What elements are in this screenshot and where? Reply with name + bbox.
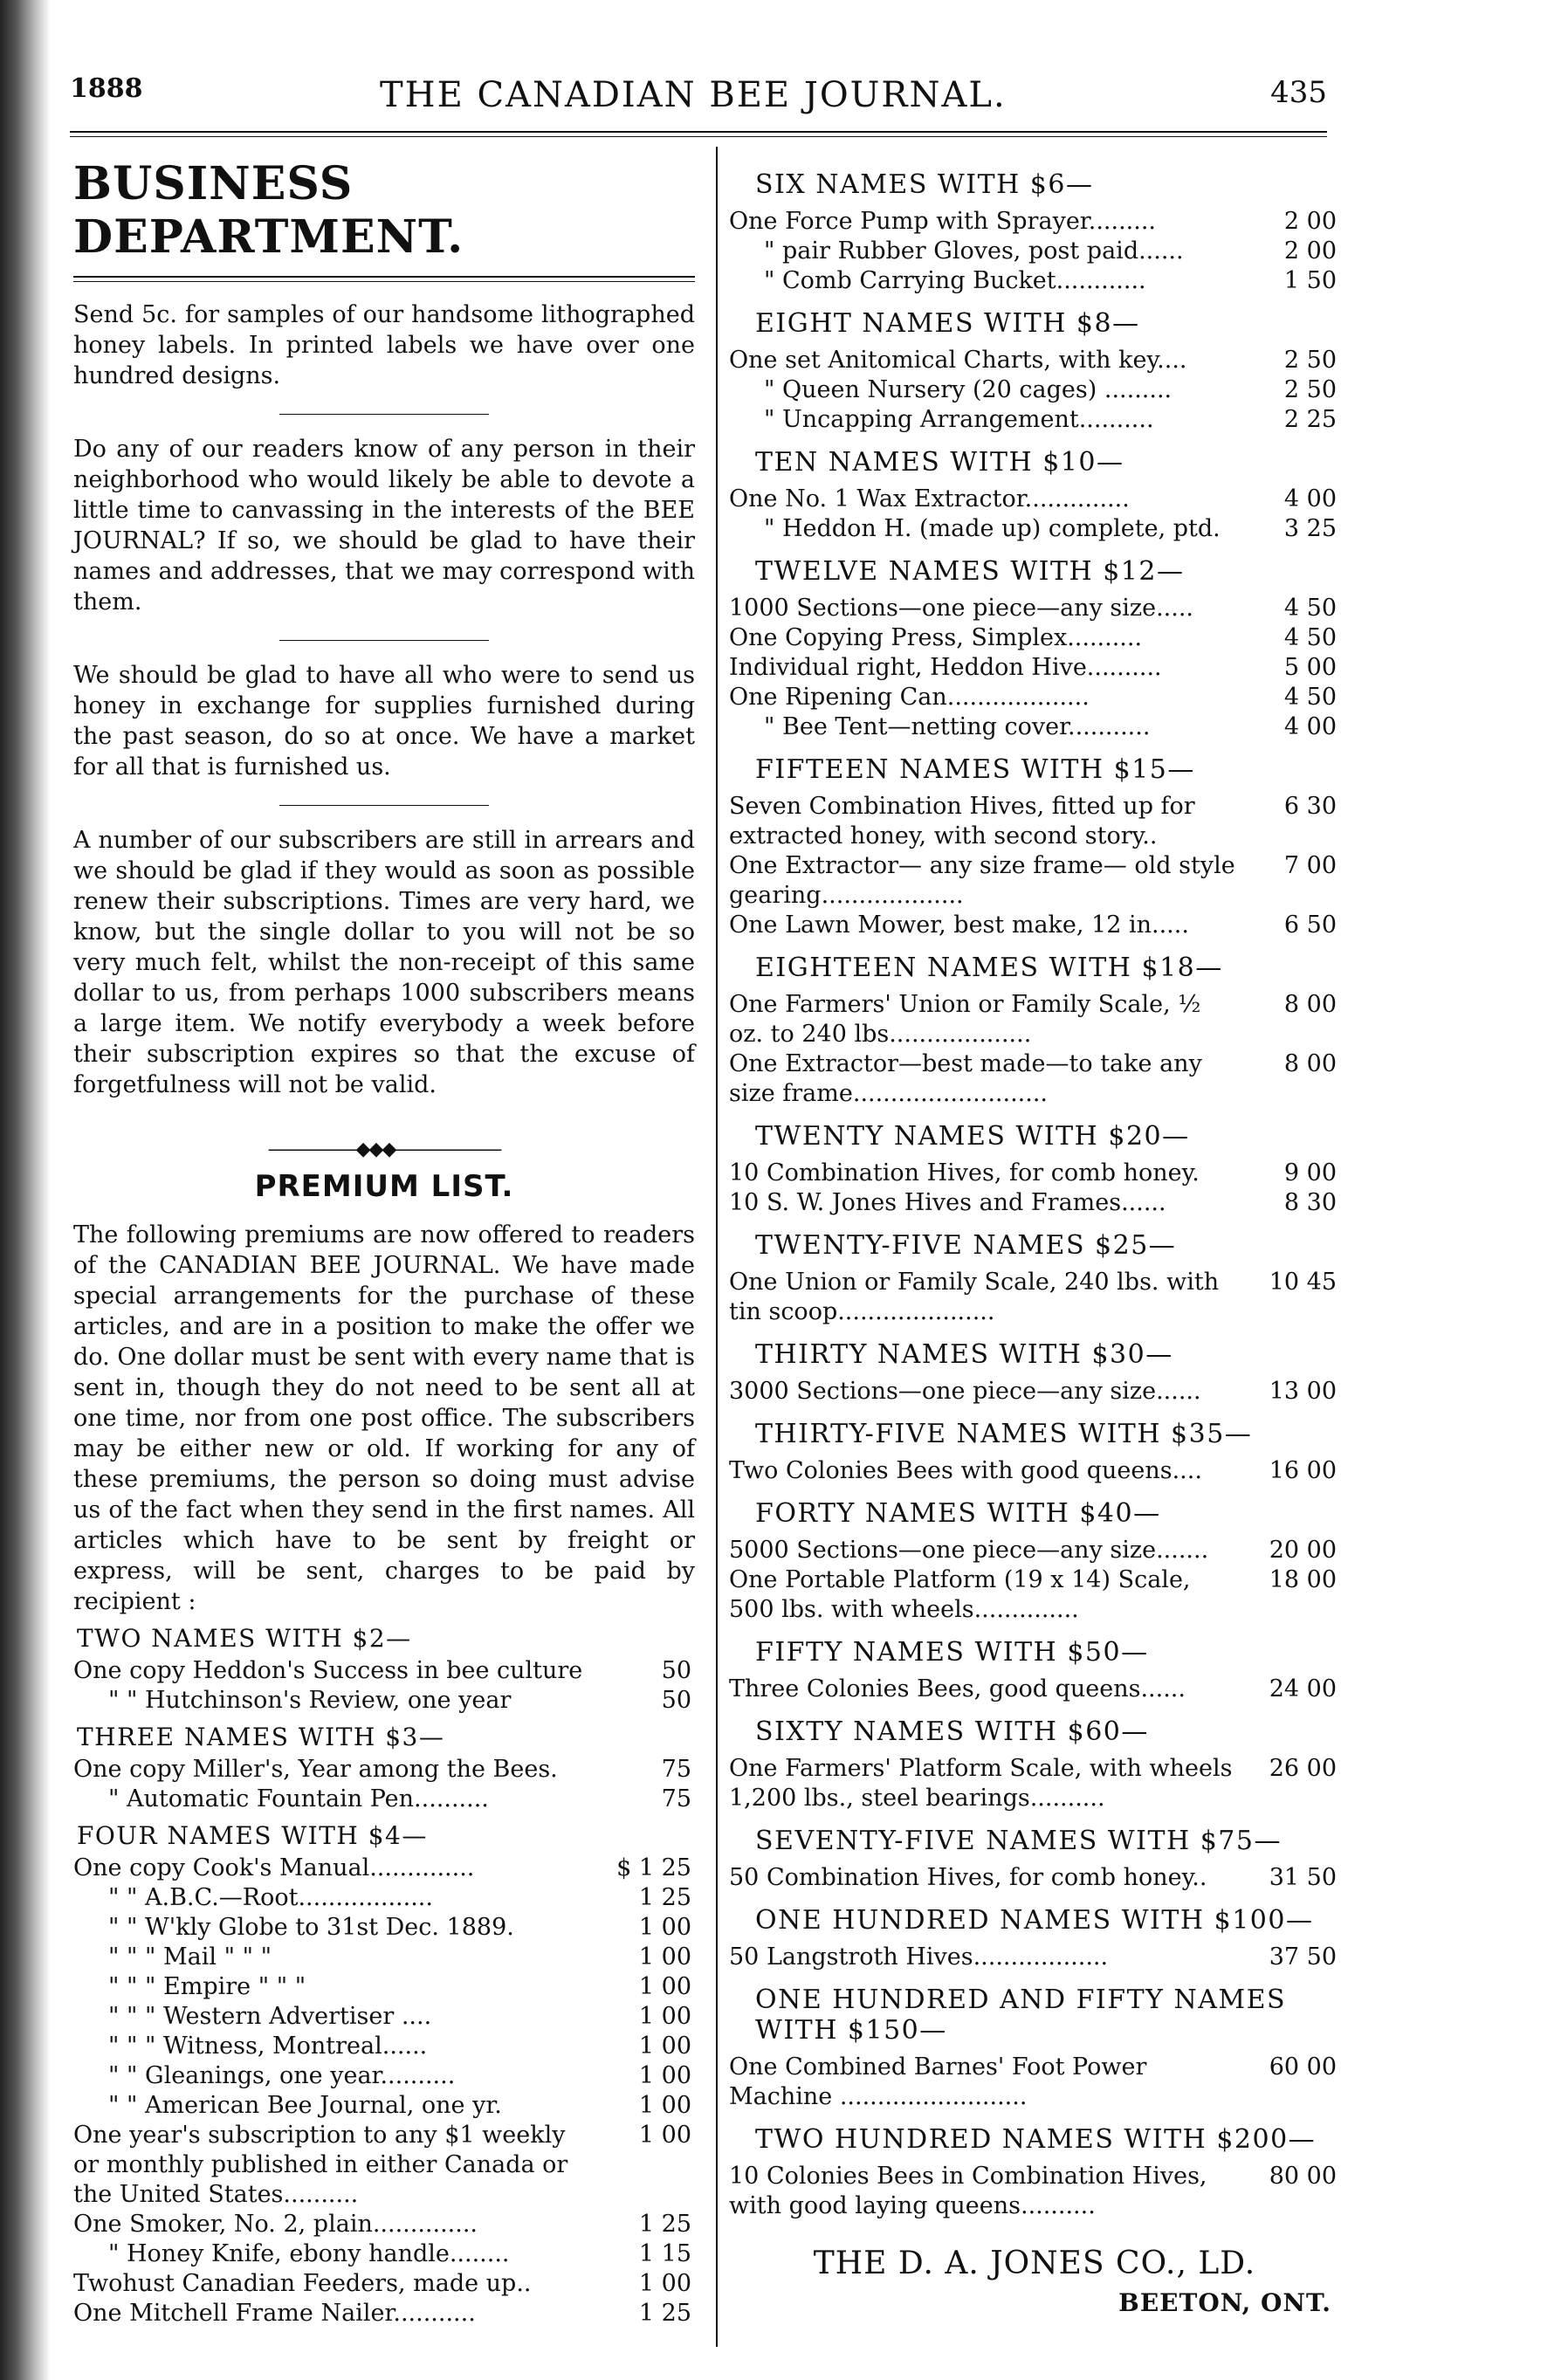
premium-item-label: One Smoker, No. 2, plain.............. — [73, 2211, 478, 2238]
premium-item — [729, 1268, 1340, 1327]
tier-heading: FIFTY NAMES WITH $50— — [755, 1637, 1149, 1668]
premium-item — [729, 405, 1340, 435]
premium-item — [729, 346, 1340, 375]
premium-item-price: 4 50 — [1283, 684, 1337, 711]
premium-item-label: One copy Heddon's Success in bee culture — [73, 1657, 583, 1684]
tier-heading: TWENTY-FIVE NAMES $25— — [755, 1230, 1177, 1261]
premium-item — [729, 266, 1340, 296]
premium-item-price: 2 50 — [1283, 376, 1337, 403]
premium-item-price: 50 — [661, 1687, 691, 1714]
premium-item-label: 10 Colonies Bees in Combination Hives, with good laying queens.......... — [729, 2163, 1207, 2219]
premium-item — [73, 2002, 695, 2032]
premium-item — [73, 1755, 695, 1785]
premium-item — [73, 1883, 695, 1913]
premium-item-price: 4 00 — [1283, 485, 1337, 512]
premium-item-price: 80 00 — [1269, 2163, 1337, 2190]
premium-item — [729, 237, 1340, 266]
premium-item-label: 3000 Sections—one piece—any size...... — [729, 1378, 1201, 1405]
premium-item-label: " Queen Nursery (20 cages) ......... — [764, 376, 1172, 403]
journal-title: THE CANADIAN BEE JOURNAL. — [380, 75, 1007, 115]
premium-item-price: 24 00 — [1269, 1675, 1337, 1702]
premium-item-label: One Union or Family Scale, 240 lbs. with tin scoop..................... — [729, 1269, 1220, 1325]
premium-item-price: 31 50 — [1269, 1864, 1337, 1891]
premium-item — [729, 1675, 1340, 1704]
premium-item-price: 75 — [661, 1756, 691, 1783]
premium-item-price: 50 — [661, 1657, 691, 1684]
premium-item — [729, 207, 1340, 237]
premium-item-price: 1 25 — [638, 1884, 691, 1911]
separator — [279, 414, 489, 415]
premium-item-label: " " " Western Advertiser .... — [108, 2003, 432, 2030]
premium-item-label: One Extractor— any size frame— old style gearing................... — [729, 852, 1235, 909]
premium-item-price: 2 00 — [1283, 208, 1337, 235]
right-premium-tiers — [729, 169, 1340, 2221]
premium-item-price: 60 00 — [1269, 2053, 1337, 2081]
separator — [279, 805, 489, 806]
premium-item-price: 1 25 — [638, 2211, 691, 2238]
header-year: 1888 — [70, 73, 143, 104]
premium-item-price: 1 25 — [638, 2300, 691, 2327]
premium-item-label: " " " Witness, Montreal...... — [108, 2033, 428, 2060]
premium-item-price: 1 00 — [638, 1973, 691, 2000]
tier-heading: SIX NAMES WITH $6— — [755, 169, 1094, 200]
premium-item — [73, 2299, 695, 2328]
business-department-title: BUSINESS DEPARTMENT. — [73, 157, 464, 264]
premium-item — [729, 712, 1340, 742]
premium-item-price: 8 30 — [1283, 1189, 1337, 1216]
tier-heading: TWELVE NAMES WITH $12— — [755, 556, 1185, 587]
premium-item-price: 4 50 — [1283, 595, 1337, 622]
tier-heading: TEN NAMES WITH $10— — [755, 447, 1124, 478]
separator — [279, 640, 489, 641]
premium-item-label: " Uncapping Arrangement.......... — [764, 406, 1154, 433]
tier-heading: SIXTY NAMES WITH $60— — [755, 1716, 1149, 1747]
premium-item — [729, 911, 1340, 940]
premium-item-price: $ 1 25 — [616, 1854, 691, 1881]
premium-item-price: 1 00 — [638, 1943, 691, 1971]
premium-item-price: 6 50 — [1283, 911, 1337, 939]
premium-item — [73, 1785, 695, 1814]
premium-item — [729, 683, 1340, 712]
page-number: 435 — [1270, 75, 1327, 110]
tier-heading: TWO NAMES WITH $2— — [77, 1624, 412, 1653]
premium-item-label: One copy Miller's, Year among the Bees. — [73, 1756, 558, 1783]
premium-item — [729, 1188, 1340, 1218]
business-paragraph: Send 5c. for samples of our handsome lithographed honey labels. In printed labels we have over one hundred designs. — [73, 301, 695, 389]
premium-item — [729, 792, 1340, 851]
premium-item-label: 10 Combination Hives, for comb honey. — [729, 1159, 1200, 1187]
business-paragraph: We should be glad to have all who were to send us honey in exchange for supplies furnished during the past season, do so at once. We have a market for all that is furnished us. — [73, 662, 695, 781]
premium-item-label: One year's subscription to any $1 weekly or monthly published in either Canada or the United States.......... — [73, 2122, 568, 2208]
premium-item-price: 8 00 — [1283, 991, 1337, 1018]
company-location: BEETON, ONT. — [1118, 2288, 1331, 2317]
premium-item-label: One No. 1 Wax Extractor.............. — [729, 485, 1130, 512]
premium-item — [73, 2269, 695, 2299]
premium-item-label: 1000 Sections—one piece—any size..... — [729, 595, 1194, 622]
premium-item-price: 16 00 — [1269, 1457, 1337, 1484]
premium-item-label: One Force Pump with Sprayer......... — [729, 208, 1156, 235]
premium-item-price: 2 00 — [1283, 237, 1337, 265]
premium-item-label: 5000 Sections—one piece—any size....... — [729, 1537, 1209, 1564]
premium-item-label: " Heddon H. (made up) complete, ptd. — [764, 515, 1221, 542]
premium-item — [73, 2210, 695, 2239]
title-rule — [73, 276, 695, 282]
premium-item-price: 1 00 — [638, 2062, 691, 2089]
premium-item — [73, 2091, 695, 2121]
premium-item-label: Three Colonies Bees, good queens...... — [729, 1675, 1186, 1702]
premium-item-label: One Copying Press, Simplex.......... — [729, 624, 1143, 651]
premium-item-label: " " A.B.C.—Root.................. — [108, 1884, 433, 1911]
premium-item — [729, 594, 1340, 623]
premium-item-label: " pair Rubber Gloves, post paid...... — [764, 237, 1184, 265]
ornament-divider: ―――――◆◆◆―――――― — [268, 1138, 500, 1160]
premium-item-price: 20 00 — [1269, 1537, 1337, 1564]
premium-item-label: " Bee Tent—netting cover........... — [764, 713, 1151, 740]
tier-heading: EIGHT NAMES WITH $8— — [755, 308, 1140, 339]
premium-item — [729, 1754, 1340, 1813]
premium-item — [729, 1943, 1340, 1972]
premium-item-price: 1 00 — [638, 2003, 691, 2030]
premium-item-label: " " " Empire " " " — [108, 1973, 306, 2000]
premium-item — [729, 851, 1340, 911]
premium-item — [729, 375, 1340, 405]
premium-item-label: " " " Mail " " " — [108, 1943, 272, 1971]
premium-item — [729, 485, 1340, 514]
tier-heading: FORTY NAMES WITH $40— — [755, 1498, 1161, 1529]
premium-item — [729, 623, 1340, 653]
premium-item — [73, 1972, 695, 2002]
premium-item — [729, 1049, 1340, 1109]
premium-item-price: 13 00 — [1269, 1378, 1337, 1405]
premium-intro: The following premiums are now offered to readers of the CANADIAN BEE JOURNAL. We have made special arrangements for the purchase of these articles, and are in a position to make the offer we do. One dollar must be sent with every name that is sent in, though they do not need to be sent all at one time, nor from one post office. The subscribers may be either new or old. If working for any of these premiums, the person so doing must advise us of the fact when they send in the first names. All articles which have to be sent by freight or express, will be sent, charges to be paid by recipient : — [73, 1221, 695, 1615]
premium-item-label: One Extractor—best made—to take any size frame.......................... — [729, 1050, 1202, 1107]
premium-item-price: 1 00 — [638, 1914, 691, 1941]
premium-item-label: 10 S. W. Jones Hives and Frames...... — [729, 1189, 1166, 1216]
premium-item — [73, 2061, 695, 2091]
premium-item-price: 5 00 — [1283, 654, 1337, 681]
premium-item-label: One Portable Platform (19 x 14) Scale, 500 lbs. with wheels.............. — [729, 1566, 1191, 1623]
tier-heading: FIFTEEN NAMES WITH $15— — [755, 754, 1195, 785]
premium-item-label: One Ripening Can................... — [729, 684, 1090, 711]
company-name: THE D. A. JONES CO., LD. — [813, 2246, 1256, 2281]
premium-item-price: 1 00 — [638, 2270, 691, 2297]
premium-item — [729, 2162, 1340, 2221]
premium-item — [729, 1536, 1340, 1565]
left-premium-tiers — [73, 1624, 695, 2328]
column-divider — [716, 147, 718, 2347]
premium-item-price: 8 00 — [1283, 1050, 1337, 1077]
premium-item — [729, 1863, 1340, 1893]
premium-item — [729, 1565, 1340, 1625]
premium-item-label: " Comb Carrying Bucket............ — [764, 267, 1146, 294]
premium-item-price: 9 00 — [1283, 1159, 1337, 1187]
premium-item-label: Individual right, Heddon Hive.......... — [729, 654, 1162, 681]
premium-item-price: 1 00 — [638, 2033, 691, 2060]
premium-item-price: 18 00 — [1269, 1566, 1337, 1593]
page-header — [70, 73, 1327, 126]
premium-item — [73, 1854, 695, 1883]
premium-item-label: " Automatic Fountain Pen.......... — [108, 1785, 489, 1813]
premium-item-label: Twohust Canadian Feeders, made up.. — [73, 2270, 532, 2297]
premium-item — [73, 1943, 695, 1972]
premium-item-label: One copy Cook's Manual.............. — [73, 1854, 475, 1881]
left-column — [73, 157, 695, 2328]
tier-heading: THREE NAMES WITH $3— — [77, 1723, 445, 1751]
premium-item — [729, 990, 1340, 1049]
premium-item — [73, 1686, 695, 1716]
premium-item-label: " " Hutchinson's Review, one year — [108, 1687, 512, 1714]
tier-heading: TWENTY NAMES WITH $20— — [755, 1121, 1190, 1152]
premium-item-price: 1 50 — [1283, 267, 1337, 294]
premium-item — [729, 1377, 1340, 1407]
premium-item-label: 50 Langstroth Hives.................. — [729, 1943, 1109, 1971]
premium-item-label: " " American Bee Journal, one yr. — [108, 2092, 502, 2119]
premium-item-label: One Combined Barnes' Foot Power Machine ......................... — [729, 2053, 1147, 2110]
premium-item-price: 2 25 — [1283, 406, 1337, 433]
premium-item-price: 2 50 — [1283, 347, 1337, 374]
tier-heading: ONE HUNDRED AND FIFTY NAMES WITH $150— — [755, 1984, 1287, 2046]
premium-item-price: 6 30 — [1283, 793, 1337, 820]
right-column — [729, 157, 1340, 2317]
premium-item — [729, 2053, 1340, 2112]
premium-item-label: One Lawn Mower, best make, 12 in..... — [729, 911, 1189, 939]
premium-item-price: 4 00 — [1283, 713, 1337, 740]
premium-list-title: PREMIUM LIST. — [254, 1169, 514, 1204]
tier-heading: TWO HUNDRED NAMES WITH $200— — [755, 2124, 1317, 2155]
premium-item — [73, 1913, 695, 1943]
premium-item-label: " " Gleanings, one year.......... — [108, 2062, 456, 2089]
premium-item-label: Seven Combination Hives, fitted up for extracted honey, with second story.. — [729, 793, 1195, 850]
premium-item-label: " Honey Knife, ebony handle........ — [108, 2240, 510, 2267]
tier-heading: THIRTY NAMES WITH $30— — [755, 1339, 1173, 1370]
premium-item-label: One set Anitomical Charts, with key.... — [729, 347, 1187, 374]
premium-item-price: 1 00 — [638, 2122, 691, 2149]
business-paragraph: Do any of our readers know of any person in their neighborhood who would likely be able to devote a little time to canvassing in the interests of the BEE JOURNAL? If so, we should be glad to have their names and addresses, that we may correspond with them. — [73, 436, 695, 616]
premium-item — [729, 1456, 1340, 1486]
premium-item — [73, 1656, 695, 1686]
tier-heading: ONE HUNDRED NAMES WITH $100— — [755, 1905, 1314, 1936]
header-rule-thin — [70, 136, 1327, 137]
premium-item-label: 50 Combination Hives, for comb honey.. — [729, 1864, 1207, 1891]
premium-item-label: Two Colonies Bees with good queens.... — [729, 1457, 1202, 1484]
premium-item-price: 37 50 — [1269, 1943, 1337, 1971]
premium-item-price: 10 45 — [1269, 1269, 1337, 1296]
premium-item-price: 1 15 — [638, 2240, 691, 2267]
premium-item-price: 7 00 — [1283, 852, 1337, 879]
premium-item — [73, 2239, 695, 2269]
premium-item — [73, 2032, 695, 2061]
premium-item-label: One Mitchell Frame Nailer........... — [73, 2300, 476, 2327]
business-paragraph: A number of our subscribers are still in arrears and we should be glad if they would as soon as possible renew their subscriptions. Times are very hard, we know, but the single dollar to you will not be so very much felt, whilst the non-receipt of this same dollar to us, from perhaps 1000 subscribers means a large item. We notify everybody a week before their subscription expires so that the excuse of forgetfulness will not be valid. — [73, 827, 695, 1098]
premium-item — [729, 514, 1340, 544]
premium-item-price: 1 00 — [638, 2092, 691, 2119]
premium-item-price: 3 25 — [1283, 515, 1337, 542]
premium-item — [729, 1159, 1340, 1188]
premium-item-price: 26 00 — [1269, 1755, 1337, 1782]
premium-item-price: 4 50 — [1283, 624, 1337, 651]
tier-heading: THIRTY-FIVE NAMES WITH $35— — [755, 1419, 1253, 1449]
tier-heading: EIGHTEEN NAMES WITH $18— — [755, 953, 1223, 983]
premium-item — [73, 2121, 695, 2210]
page-binding-shadow — [0, 0, 51, 2380]
premium-item-label: One Farmers' Platform Scale, with wheels 1,200 lbs., steel bearings.......... — [729, 1755, 1233, 1812]
premium-item-label: One Farmers' Union or Family Scale, ½ oz. to 240 lbs................... — [729, 991, 1201, 1048]
tier-heading: SEVENTY-FIVE NAMES WITH $75— — [755, 1826, 1282, 1856]
premium-item-label: " " W'kly Globe to 31st Dec. 1889. — [108, 1914, 514, 1941]
premium-item-price: 75 — [661, 1785, 691, 1813]
header-rule — [70, 131, 1327, 133]
premium-item — [729, 653, 1340, 683]
tier-heading: FOUR NAMES WITH $4— — [77, 1821, 428, 1850]
